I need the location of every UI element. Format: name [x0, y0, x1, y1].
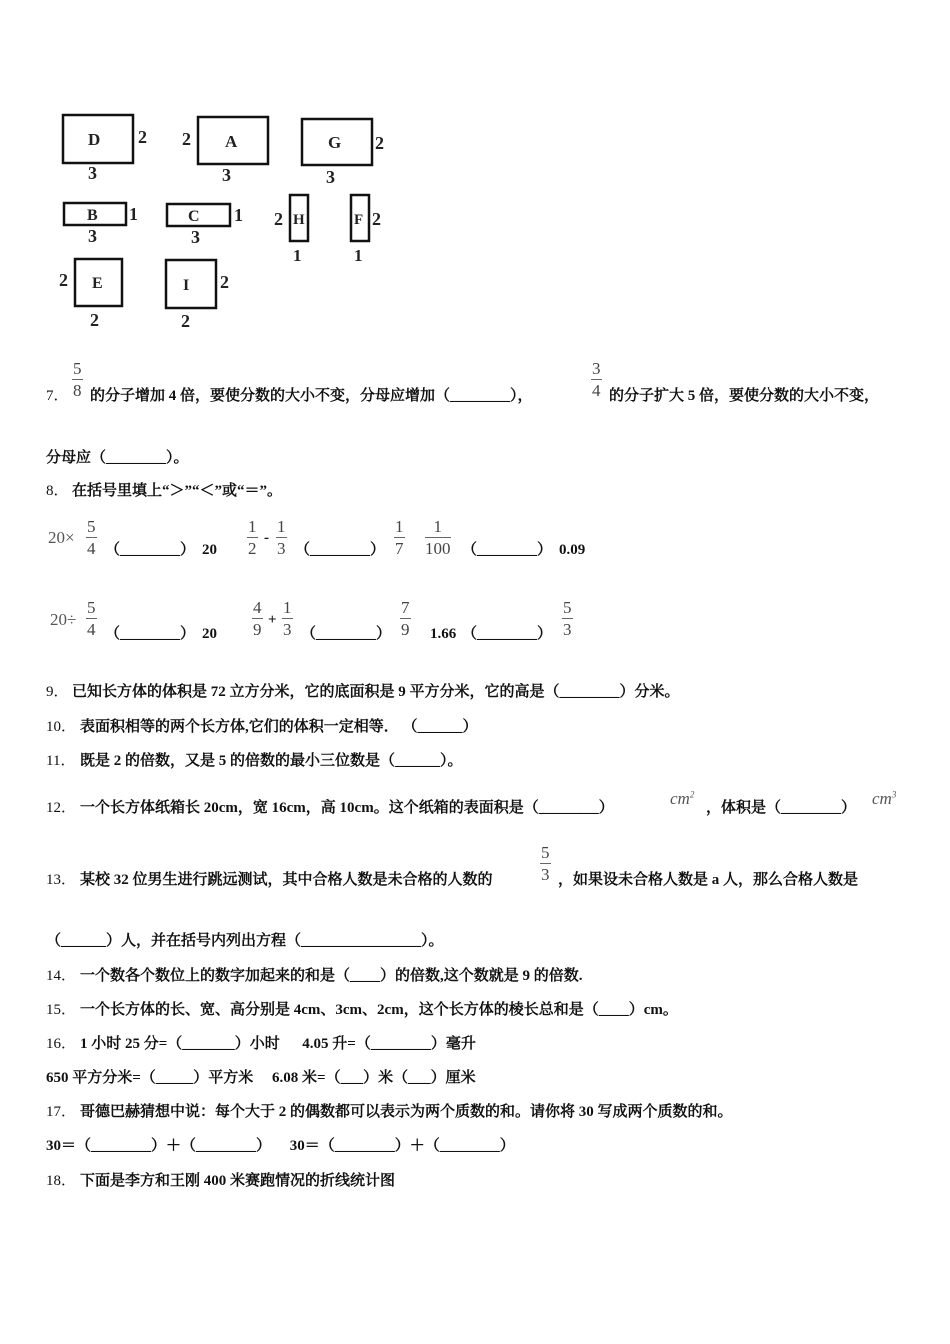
q12-unit-volume: $cm^3$ — [872, 789, 897, 808]
rect-d — [63, 115, 147, 183]
svg-text:3: 3 — [88, 226, 97, 246]
q7-text-3: 分母应（________）。 — [46, 450, 189, 466]
svg-text:2: 2 — [274, 209, 283, 229]
svg-text:1: 1 — [293, 246, 302, 265]
q7-number: 7． — [46, 388, 69, 404]
q7-text-2: 的分子扩大 5 倍，要使分数的大小不变， — [609, 388, 880, 404]
q8-r1-frac-c2: $\frac{1}{100}$ — [425, 517, 451, 558]
svg-text:2: 2 — [138, 127, 147, 147]
svg-text:2: 2 — [372, 209, 381, 229]
rect-i — [166, 260, 229, 331]
rect-b — [64, 203, 138, 246]
rect-d-letter: D — [88, 130, 101, 149]
q8-r2-frac-b1: $\frac{4}{9}$ — [253, 598, 262, 639]
svg-text:2: 2 — [59, 270, 68, 290]
q8-r2-frac-a: $\frac{5}{4}$ — [87, 598, 96, 639]
svg-text:1: 1 — [354, 246, 363, 265]
q8-r1-frac-b1: $\frac{1}{2}$ — [248, 517, 257, 558]
svg-text:G: G — [328, 133, 342, 152]
q13-fraction: $\frac{5}{3}$ — [541, 843, 550, 884]
svg-text:F: F — [354, 212, 364, 228]
svg-text:A: A — [225, 132, 238, 151]
rectangles-figure — [50, 105, 410, 340]
q8-r2-frac-b2: $\frac{1}{3}$ — [283, 598, 292, 639]
svg-text:E: E — [92, 275, 103, 292]
svg-text:2: 2 — [90, 310, 99, 330]
q8-r1-frac-c1: $\frac{1}{7}$ — [395, 517, 404, 558]
rect-a — [182, 117, 268, 185]
rect-h — [274, 195, 308, 265]
q7-fraction-2: $\frac{3}{4}$ — [592, 359, 601, 400]
svg-text:B: B — [87, 207, 98, 224]
q7-text-1: 的分子增加 4 倍，要使分数的大小不变，分母应增加（________）， — [90, 388, 533, 404]
svg-text:3: 3 — [191, 227, 200, 247]
rect-g — [302, 119, 384, 187]
rect-c — [167, 204, 243, 247]
svg-text:2: 2 — [181, 311, 190, 331]
svg-text:1: 1 — [129, 204, 138, 224]
q8-r1-frac-a: $\frac{5}{4}$ — [87, 517, 96, 558]
svg-text:C: C — [188, 208, 200, 225]
q12-unit-area: $cm^2$ — [670, 789, 695, 808]
q8-r2-frac-c: $\frac{5}{3}$ — [563, 598, 572, 639]
svg-text:2: 2 — [375, 133, 384, 153]
rect-f — [351, 195, 381, 265]
svg-text:2: 2 — [182, 129, 191, 149]
svg-text:I: I — [183, 277, 190, 294]
svg-text:3: 3 — [326, 167, 335, 187]
rect-e — [59, 259, 122, 330]
svg-text:2: 2 — [220, 272, 229, 292]
svg-text:H: H — [293, 212, 305, 228]
svg-text:1: 1 — [234, 205, 243, 225]
q8-instruction: 在括号里填上“＞”“＜”或“＝”。 — [72, 483, 283, 499]
svg-text:3: 3 — [222, 165, 231, 185]
svg-text:3: 3 — [88, 163, 97, 183]
q7-fraction-1: $\frac{5}{8}$ — [73, 359, 82, 400]
q8-r1-frac-b2: $\frac{1}{3}$ — [277, 517, 286, 558]
q8-r2-frac-b3: $\frac{7}{9}$ — [401, 598, 410, 639]
